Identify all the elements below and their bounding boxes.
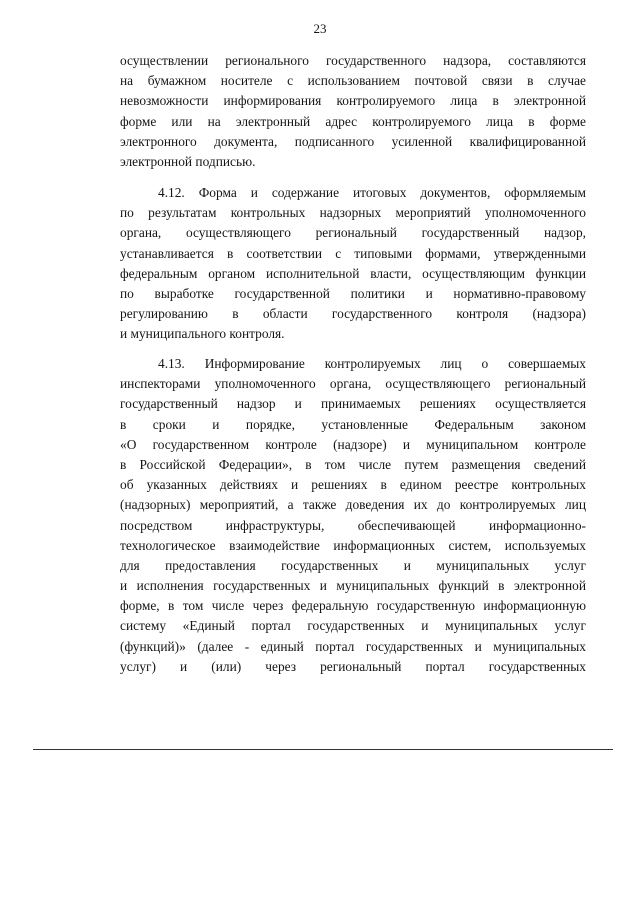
text-line: «О государственном контроле (надзоре) и муниципальном контроле <box>120 436 586 452</box>
text-line: федеральным органом исполнительной власти, осуществляющим функции <box>120 265 586 281</box>
text-line: осуществлении регионального государственного надзора, составляются <box>120 53 586 68</box>
text-line: для предоставления государственных и муниципальных услуг <box>120 557 586 573</box>
text-line: электронной подписью. <box>120 153 256 169</box>
text-line: регулированию в области государственного контроля (надзора) <box>120 306 586 322</box>
text-line: (функций)» (далее - единый портал государственных и муниципальных <box>120 638 586 654</box>
text-line: (надзорных) мероприятий, а также доведения их до контролируемых лиц <box>120 497 586 513</box>
text-line: инспекторами уполномоченного органа, осуществляющего региональный <box>120 376 586 392</box>
text-line: невозможности информирования контролируемого лица в электронной <box>120 93 586 109</box>
text-line: 4.13. Информирование контролируемых лиц о совершаемых <box>158 356 586 371</box>
text-line: устанавливается в соответствии с типовыми формами, утвержденными <box>120 245 586 261</box>
text-line: форме, в том числе через федеральную государственную информационную <box>120 598 586 614</box>
text-line: 4.12. Форма и содержание итоговых документов, оформляемым <box>158 185 586 200</box>
text-line: государственный надзор и принимаемых решениях осуществляется <box>120 396 586 412</box>
text-line: в Российской Федерации», в том числе путем размещения сведений <box>120 456 586 472</box>
text-line: технологическое взаимодействие информационных систем, используемых <box>120 537 586 553</box>
text-line: и муниципального контроля. <box>120 326 285 342</box>
footer-divider <box>33 749 613 750</box>
text-line: и исполнения государственных и муниципальных функций в электронной <box>120 578 586 594</box>
page-number: 23 <box>313 21 327 36</box>
paragraph-4-12 <box>120 183 586 345</box>
text-line: электронного документа, подписанного усиленной квалифицированной <box>120 133 586 149</box>
text-line: услуг) и (или) через региональный портал государственных <box>120 658 586 674</box>
text-line: органа, осуществляющего региональный государственный надзор, <box>120 225 586 241</box>
text-line: по результатам контрольных надзорных мероприятий уполномоченного <box>120 205 586 221</box>
text-line: систему «Единый портал государственных и муниципальных услуг <box>120 618 586 634</box>
text-line: об указанных действиях и решениях в едином реестре контрольных <box>120 477 586 493</box>
text-line: посредством инфраструктуры, обеспечивающей информационно- <box>120 517 586 533</box>
paragraph-4-13 <box>120 354 586 677</box>
text-line: по выработке государственной политики и нормативно-правовому <box>120 285 586 301</box>
text-line: на бумажном носителе с использованием почтовой связи в случае <box>120 73 586 89</box>
text-line: форме или на электронный адрес контролируемого лица в форме <box>120 113 586 129</box>
text-line: в сроки и порядке, установленные Федеральным законом <box>120 416 586 432</box>
paragraph-continuation <box>120 51 586 172</box>
